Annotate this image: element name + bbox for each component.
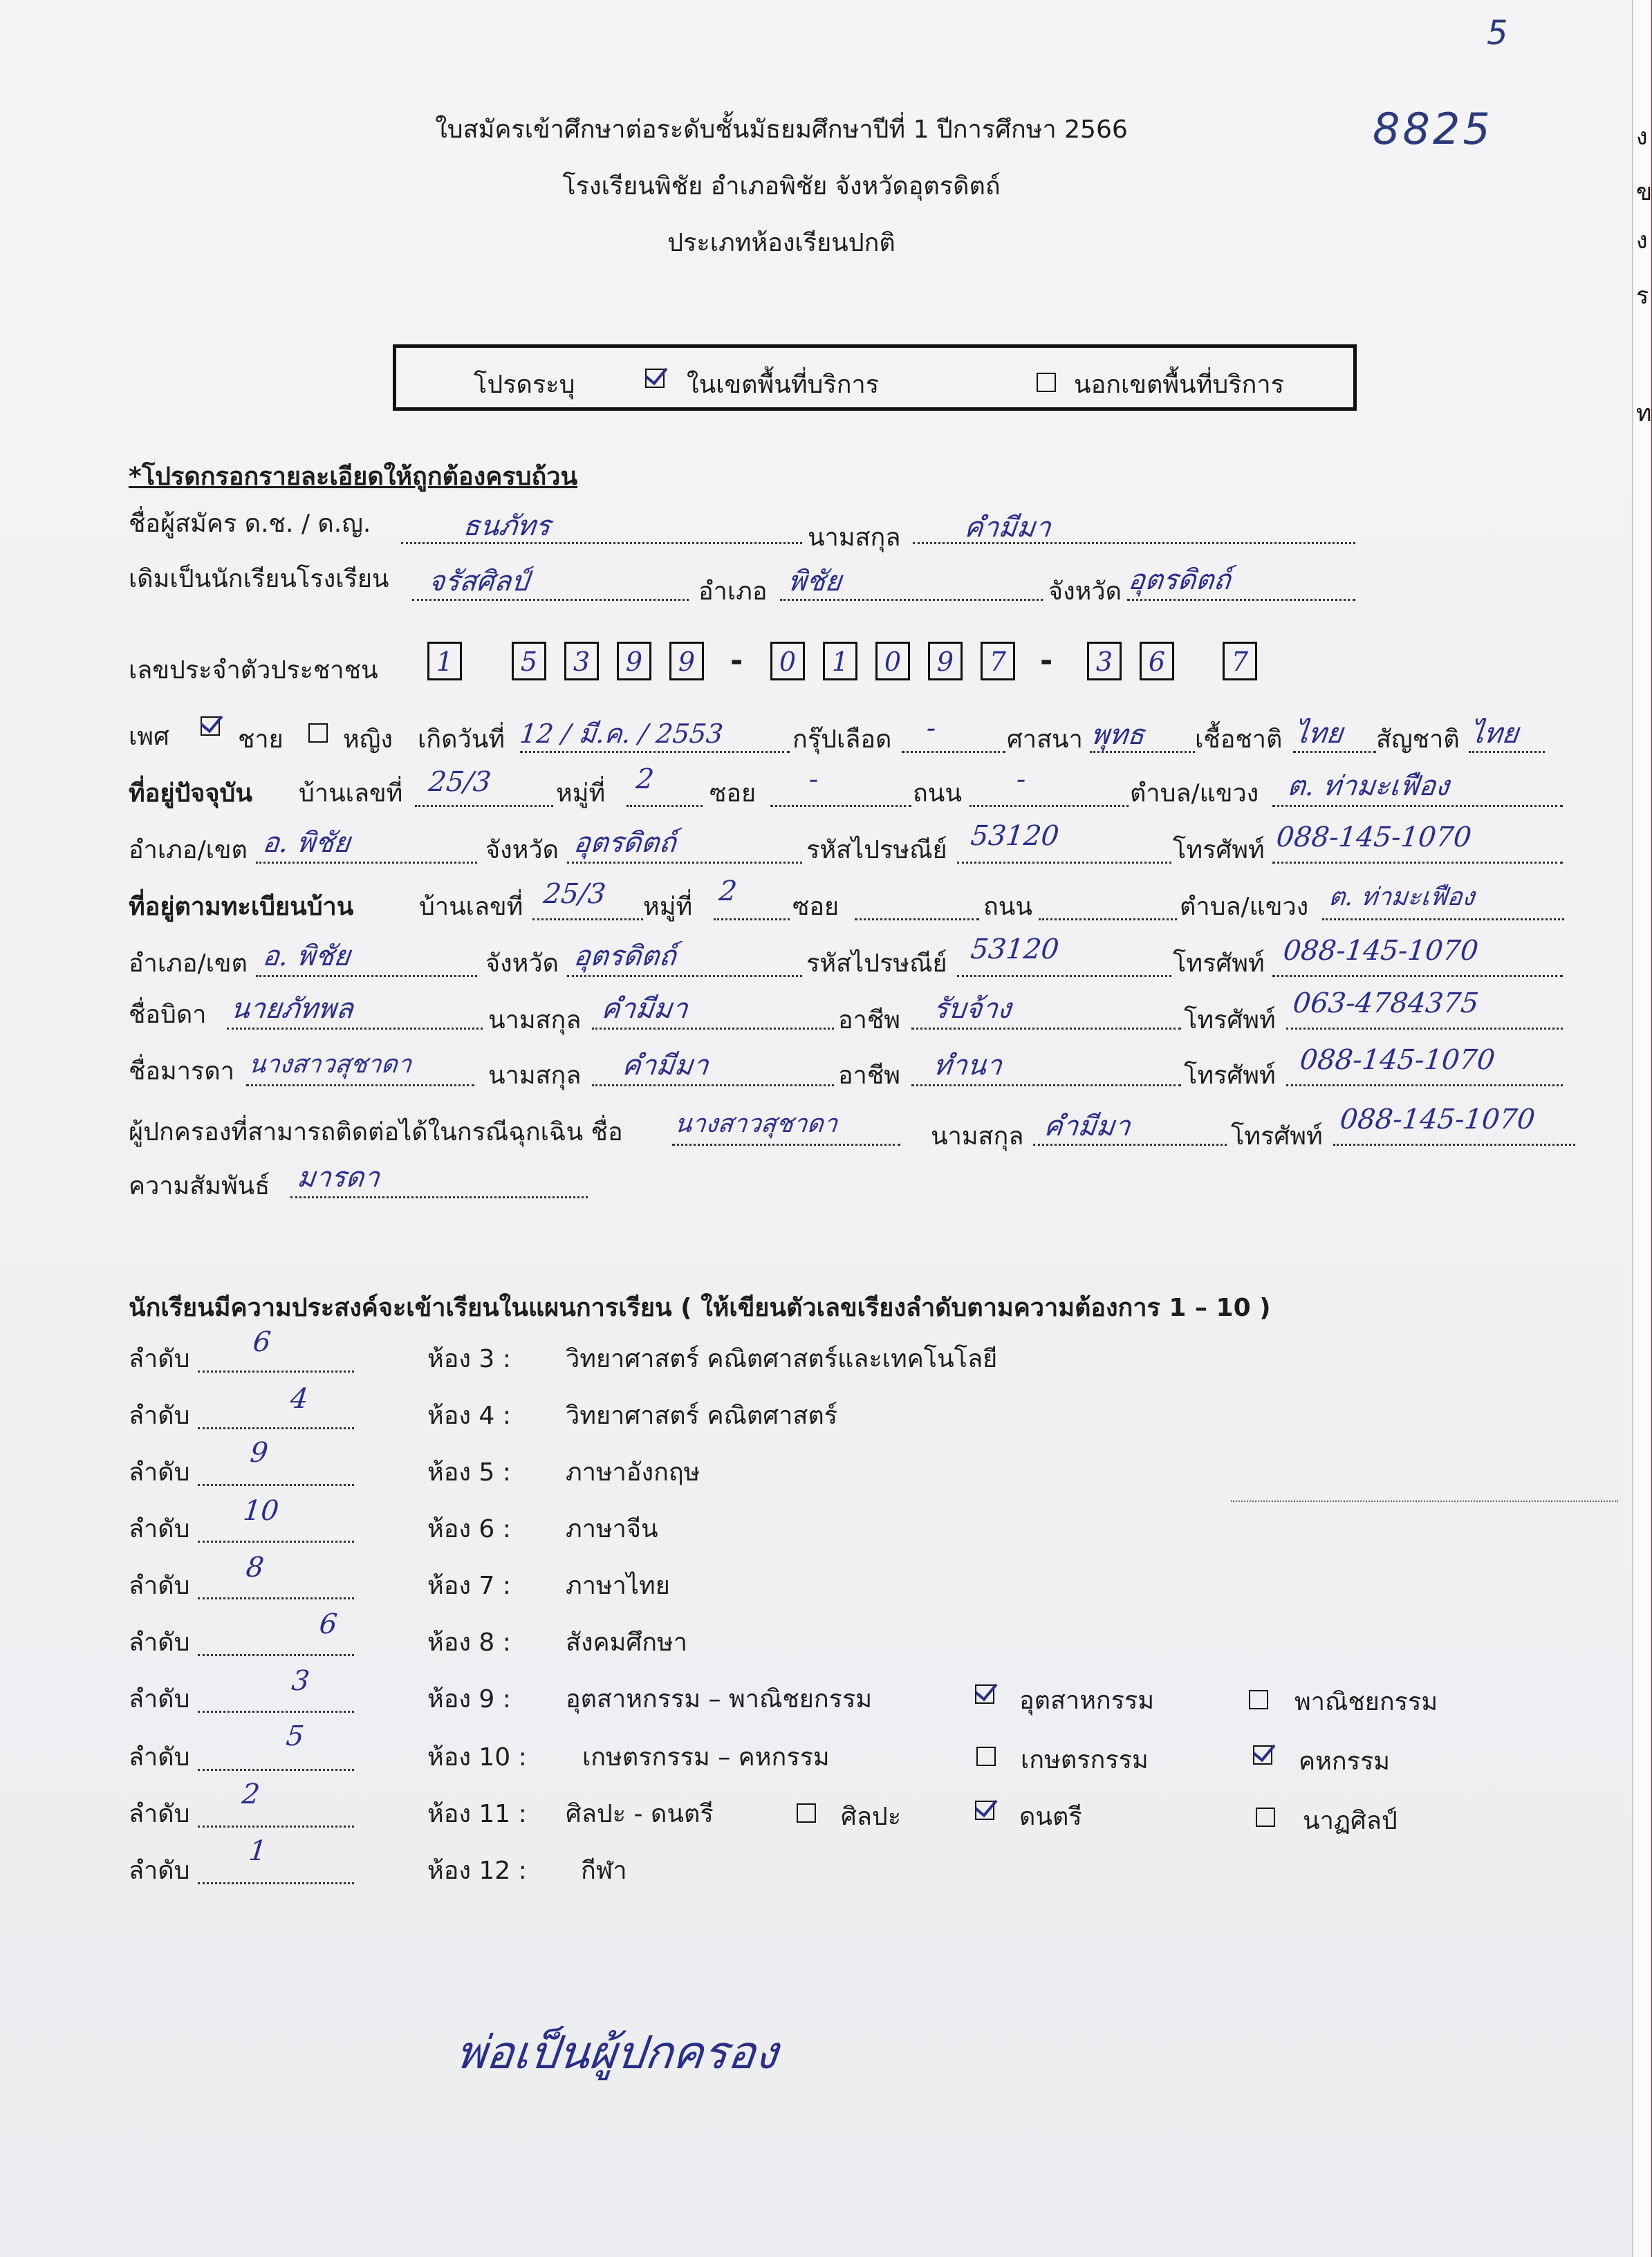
label-current-district: อำเภอ/เขต bbox=[129, 836, 248, 864]
rank-value[interactable]: 6 bbox=[251, 1326, 272, 1358]
service-area-box bbox=[393, 344, 1357, 411]
value-father-name[interactable]: นายภัทพล bbox=[229, 993, 355, 1025]
room-number: ห้อง 4 : bbox=[427, 1402, 511, 1430]
value-first-name[interactable]: ธนภัทร bbox=[461, 510, 553, 542]
industry-checkbox[interactable] bbox=[975, 1684, 994, 1704]
label-registered-address: ที่อยู่ตามทะเบียนบ้าน bbox=[129, 893, 354, 921]
plan-name: กีฬา bbox=[581, 1857, 627, 1885]
id-digit-box[interactable]: 7 bbox=[1223, 642, 1257, 680]
room-number: ห้อง 7 : bbox=[427, 1572, 511, 1600]
plan-name: สังคมศึกษา bbox=[566, 1628, 687, 1657]
value-relationship[interactable]: มารดา bbox=[295, 1162, 382, 1193]
label-sex: เพศ bbox=[129, 723, 169, 751]
label-reg-road: ถนน bbox=[983, 893, 1033, 921]
label-male: ชาย bbox=[238, 725, 284, 754]
label-reg-province: จังหวัด bbox=[485, 949, 559, 978]
rank-value[interactable]: 5 bbox=[284, 1720, 306, 1752]
rank-label: ลำดับ bbox=[129, 1402, 190, 1430]
rank-label: ลำดับ bbox=[129, 1857, 190, 1885]
value-father-occupation[interactable]: รับจ้าง bbox=[931, 993, 1013, 1025]
rank-label: ลำดับ bbox=[129, 1458, 190, 1487]
label-surname: นามสกุล bbox=[808, 523, 901, 552]
value-current-phone[interactable]: 088-145-1070 bbox=[1274, 821, 1473, 853]
id-digit-box[interactable]: 9 bbox=[669, 642, 704, 680]
plan-name: ภาษาไทย bbox=[566, 1572, 670, 1600]
room-number: ห้อง 9 : bbox=[427, 1685, 511, 1713]
dance-label: นาฏศิลป์ bbox=[1303, 1807, 1398, 1835]
room-number: ห้อง 11 : bbox=[427, 1800, 527, 1828]
service-area-label: โปรดระบุ bbox=[474, 371, 575, 399]
rank-label: ลำดับ bbox=[129, 1515, 190, 1543]
label-moo: หมู่ที่ bbox=[556, 779, 606, 808]
plan-name: อุตสาหกรรม – พาณิชยกรรม bbox=[566, 1685, 873, 1713]
room-number: ห้อง 12 : bbox=[427, 1857, 527, 1885]
label-soi: ซอย bbox=[709, 779, 757, 808]
label-guardian-surname: นามสกุล bbox=[931, 1122, 1024, 1151]
plan-name: ภาษาจีน bbox=[566, 1515, 658, 1543]
label-reg-soi: ซอย bbox=[792, 893, 839, 921]
rank-label: ลำดับ bbox=[129, 1743, 190, 1772]
label-current-phone: โทรศัพท์ bbox=[1173, 836, 1265, 864]
id-digit-box[interactable]: 5 bbox=[512, 642, 546, 680]
rank-value[interactable]: 6 bbox=[317, 1608, 339, 1640]
inside-area-checkbox[interactable] bbox=[645, 369, 665, 388]
underlying-page-edge: ง ข ง ร ท bbox=[1632, 0, 1651, 2257]
label-reg-house-no: บ้านเลขที่ bbox=[419, 893, 523, 921]
value-guardian-phone[interactable]: 088-145-1070 bbox=[1338, 1104, 1537, 1135]
label-current-province: จังหวัด bbox=[485, 836, 559, 864]
value-father-surname[interactable]: คำมีมา bbox=[600, 993, 689, 1025]
id-digit-box[interactable]: 3 bbox=[1087, 642, 1122, 680]
music-checkbox[interactable] bbox=[975, 1801, 994, 1820]
label-nationality: สัญชาติ bbox=[1376, 725, 1460, 754]
value-mother-occupation[interactable]: ทำนา bbox=[931, 1050, 1003, 1081]
form-instruction: *โปรดกรอกรายละเอียดให้ถูกต้องครบถ้วน bbox=[129, 463, 578, 491]
value-prev-school[interactable]: จรัสศิลป์ bbox=[427, 566, 530, 597]
outside-area-checkbox[interactable] bbox=[1037, 373, 1056, 392]
label-reg-subdistrict: ตำบล/แขวง bbox=[1180, 893, 1309, 921]
agriculture-label: เกษตรกรรม bbox=[1021, 1746, 1149, 1774]
label-blood: กรุ๊ปเลือด bbox=[792, 725, 892, 754]
header-class-type: ประเภทห้องเรียนปกติ bbox=[667, 229, 895, 257]
label-relationship: ความสัมพันธ์ bbox=[129, 1172, 270, 1200]
outside-area-label: นอกเขตพื้นที่บริการ bbox=[1074, 371, 1284, 399]
id-digit-box[interactable]: 0 bbox=[875, 642, 910, 680]
male-checkbox[interactable] bbox=[201, 716, 220, 736]
label-prev-province: จังหวัด bbox=[1048, 577, 1122, 606]
value-reg-district[interactable]: อ. พิชัย bbox=[261, 940, 352, 972]
value-reg-house-no[interactable]: 25/3 bbox=[541, 878, 608, 910]
value-guardian-surname[interactable]: คำมีมา bbox=[1042, 1111, 1132, 1142]
rank-label: ลำดับ bbox=[129, 1800, 190, 1828]
value-prev-district[interactable]: พิชัย bbox=[786, 566, 844, 597]
id-digit-box[interactable]: 0 bbox=[770, 642, 805, 680]
value-current-district[interactable]: อ. พิชัย bbox=[261, 827, 352, 859]
value-religion[interactable]: พุทธ bbox=[1089, 719, 1147, 751]
preference-heading: นักเรียนมีความประสงค์จะเข้าเรียนในแผนการเรียน ( ให้เขียนตัวเลขเรียงลำดับตามความต้องการ 1 – 10 ) bbox=[129, 1294, 1271, 1322]
label-prev-district: อำเภอ bbox=[698, 577, 768, 606]
plan-name: ศิลปะ - ดนตรี bbox=[566, 1800, 714, 1828]
label-reg-postcode: รหัสไปรษณีย์ bbox=[806, 949, 947, 978]
id-separator: - bbox=[1040, 643, 1053, 678]
header-title: ใบสมัครเข้าศึกษาต่อระดับชั้นมัธยมศึกษาปีที่ 1 ปีการศึกษา 2566 bbox=[435, 115, 1128, 144]
label-reg-phone: โทรศัพท์ bbox=[1173, 949, 1265, 978]
id-digit-box[interactable]: 1 bbox=[823, 642, 857, 680]
label-mother-phone: โทรศัพท์ bbox=[1184, 1061, 1276, 1090]
rank-value[interactable]: 10 bbox=[241, 1495, 281, 1527]
value-current-postcode[interactable]: 53120 bbox=[969, 820, 1061, 852]
id-digit-box[interactable]: 9 bbox=[928, 642, 963, 680]
label-current-address: ที่อยู่ปัจจุบัน bbox=[129, 779, 252, 808]
value-dob[interactable]: 12 / มี.ค. / 2553 bbox=[518, 718, 725, 749]
room-number: ห้อง 10 : bbox=[427, 1743, 527, 1772]
label-female: หญิง bbox=[343, 725, 393, 754]
rank-value[interactable]: 9 bbox=[248, 1437, 270, 1469]
rank-value[interactable]: 1 bbox=[247, 1835, 268, 1867]
value-current-province[interactable]: อุตรดิตถ์ bbox=[572, 827, 678, 859]
value-prev-province[interactable]: อุตรดิตถ์ bbox=[1126, 564, 1232, 596]
music-label: ดนตรี bbox=[1019, 1803, 1082, 1831]
label-current-postcode: รหัสไปรษณีย์ bbox=[806, 836, 947, 864]
room-number: ห้อง 6 : bbox=[427, 1515, 511, 1543]
label-id-number: เลขประจำตัวประชาชน bbox=[129, 656, 378, 685]
label-guardian: ผู้ปกครองที่สามารถติดต่อได้ในกรณีฉุกเฉิน ชื่อ bbox=[129, 1118, 623, 1146]
label-subdistrict: ตำบล/แขวง bbox=[1130, 779, 1259, 808]
rank-value[interactable]: 2 bbox=[240, 1778, 261, 1810]
guardian-note: พ่อเป็นผู้ปกครอง bbox=[453, 2026, 781, 2079]
id-digit-box[interactable]: 1 bbox=[427, 642, 462, 680]
value-reg-subdistrict[interactable]: ต. ท่ามะเฟือง bbox=[1327, 883, 1476, 911]
rank-label: ลำดับ bbox=[129, 1628, 190, 1657]
label-race: เชื้อชาติ bbox=[1195, 725, 1283, 754]
industry-label: อุตสาหกรรม bbox=[1019, 1687, 1155, 1715]
value-guardian-name[interactable]: นางสาวสุชาดา bbox=[673, 1110, 839, 1138]
header-school: โรงเรียนพิชัย อำเภอพิชัย จังหวัดอุตรดิตถ์ bbox=[562, 172, 1001, 201]
agriculture-checkbox[interactable] bbox=[976, 1747, 996, 1766]
plan-name: วิทยาศาสตร์ คณิตศาสตร์และเทคโนโลยี bbox=[566, 1345, 998, 1373]
label-mother-surname: นามสกุล bbox=[488, 1061, 582, 1090]
label-religion: ศาสนา bbox=[1007, 725, 1083, 754]
plan-name: วิทยาศาสตร์ คณิตศาสตร์ bbox=[566, 1402, 838, 1430]
label-road: ถนน bbox=[913, 779, 963, 808]
value-blood[interactable]: - bbox=[925, 712, 938, 744]
label-father: ชื่อบิดา bbox=[129, 1001, 207, 1029]
rank-label: ลำดับ bbox=[129, 1685, 190, 1713]
rank-label: ลำดับ bbox=[129, 1345, 190, 1373]
value-current-road[interactable]: - bbox=[1014, 763, 1028, 795]
female-checkbox[interactable] bbox=[308, 723, 328, 743]
label-house-no: บ้านเลขที่ bbox=[299, 779, 403, 808]
id-digit-box[interactable]: 7 bbox=[981, 642, 1015, 680]
label-dob: เกิดวันที่ bbox=[418, 725, 505, 754]
value-current-subdistrict[interactable]: ต. ท่ามะเฟือง bbox=[1286, 770, 1451, 802]
value-current-soi[interactable]: - bbox=[807, 763, 820, 795]
id-digit-box[interactable]: 3 bbox=[564, 642, 599, 680]
room-number: ห้อง 3 : bbox=[427, 1345, 511, 1373]
label-mother-occupation: อาชีพ bbox=[838, 1061, 900, 1090]
art-label: ศิลปะ bbox=[841, 1803, 902, 1831]
label-father-occupation: อาชีพ bbox=[838, 1006, 900, 1034]
commerce-label: พาณิชยกรรม bbox=[1294, 1688, 1438, 1716]
rank-value[interactable]: 8 bbox=[244, 1552, 266, 1583]
value-race[interactable]: ไทย bbox=[1292, 718, 1345, 750]
stamp-number: 8825 bbox=[1373, 104, 1493, 154]
commerce-checkbox[interactable] bbox=[1249, 1690, 1268, 1709]
label-reg-moo: หมู่ที่ bbox=[643, 893, 693, 921]
label-prev-school: เดิมเป็นนักเรียนโรงเรียน bbox=[129, 565, 389, 593]
value-father-phone[interactable]: 063-4784375 bbox=[1291, 987, 1481, 1019]
value-current-house-no[interactable]: 25/3 bbox=[427, 766, 493, 798]
value-nationality[interactable]: ไทย bbox=[1468, 718, 1521, 750]
label-reg-district: อำเภอ/เขต bbox=[129, 949, 248, 978]
value-reg-postcode[interactable]: 53120 bbox=[969, 934, 1061, 965]
page-number: 5 bbox=[1487, 14, 1508, 53]
value-mother-name[interactable]: นางสาวสุชาดา bbox=[247, 1050, 414, 1079]
room-number: ห้อง 5 : bbox=[427, 1458, 511, 1487]
home-economics-checkbox[interactable] bbox=[1253, 1745, 1272, 1765]
value-reg-moo[interactable]: 2 bbox=[717, 875, 739, 907]
value-mother-surname[interactable]: คำมีมา bbox=[620, 1050, 710, 1081]
art-checkbox[interactable] bbox=[797, 1803, 816, 1823]
value-mother-phone[interactable]: 088-145-1070 bbox=[1298, 1044, 1496, 1076]
label-mother: ชื่อมารดา bbox=[129, 1057, 234, 1086]
label-guardian-phone: โทรศัพท์ bbox=[1231, 1122, 1323, 1151]
value-current-moo[interactable]: 2 bbox=[634, 763, 656, 795]
plan-name: ภาษาอังกฤษ bbox=[566, 1458, 700, 1487]
id-digit-box[interactable]: 6 bbox=[1140, 642, 1174, 680]
label-father-phone: โทรศัพท์ bbox=[1184, 1006, 1276, 1034]
label-father-surname: นามสกุล bbox=[488, 1006, 582, 1034]
id-separator: - bbox=[730, 643, 743, 678]
dance-checkbox[interactable] bbox=[1256, 1808, 1275, 1827]
home-economics-label: คหกรรม bbox=[1299, 1747, 1391, 1776]
value-surname[interactable]: คำมีมา bbox=[963, 512, 1052, 544]
plan-name: เกษตรกรรม – คหกรรม bbox=[582, 1743, 830, 1772]
rank-value[interactable]: 3 bbox=[290, 1665, 311, 1697]
inside-area-label: ในเขตพื้นที่บริการ bbox=[687, 371, 880, 399]
id-digit-box[interactable]: 9 bbox=[617, 642, 651, 680]
label-applicant-name: ชื่อผู้สมัคร ด.ช. / ด.ญ. bbox=[129, 510, 371, 538]
value-reg-phone[interactable]: 088-145-1070 bbox=[1281, 935, 1480, 967]
rank-value[interactable]: 4 bbox=[288, 1383, 310, 1415]
rank-label: ลำดับ bbox=[129, 1572, 190, 1600]
value-reg-province[interactable]: อุตรดิตถ์ bbox=[572, 940, 678, 972]
room-number: ห้อง 8 : bbox=[427, 1628, 511, 1657]
